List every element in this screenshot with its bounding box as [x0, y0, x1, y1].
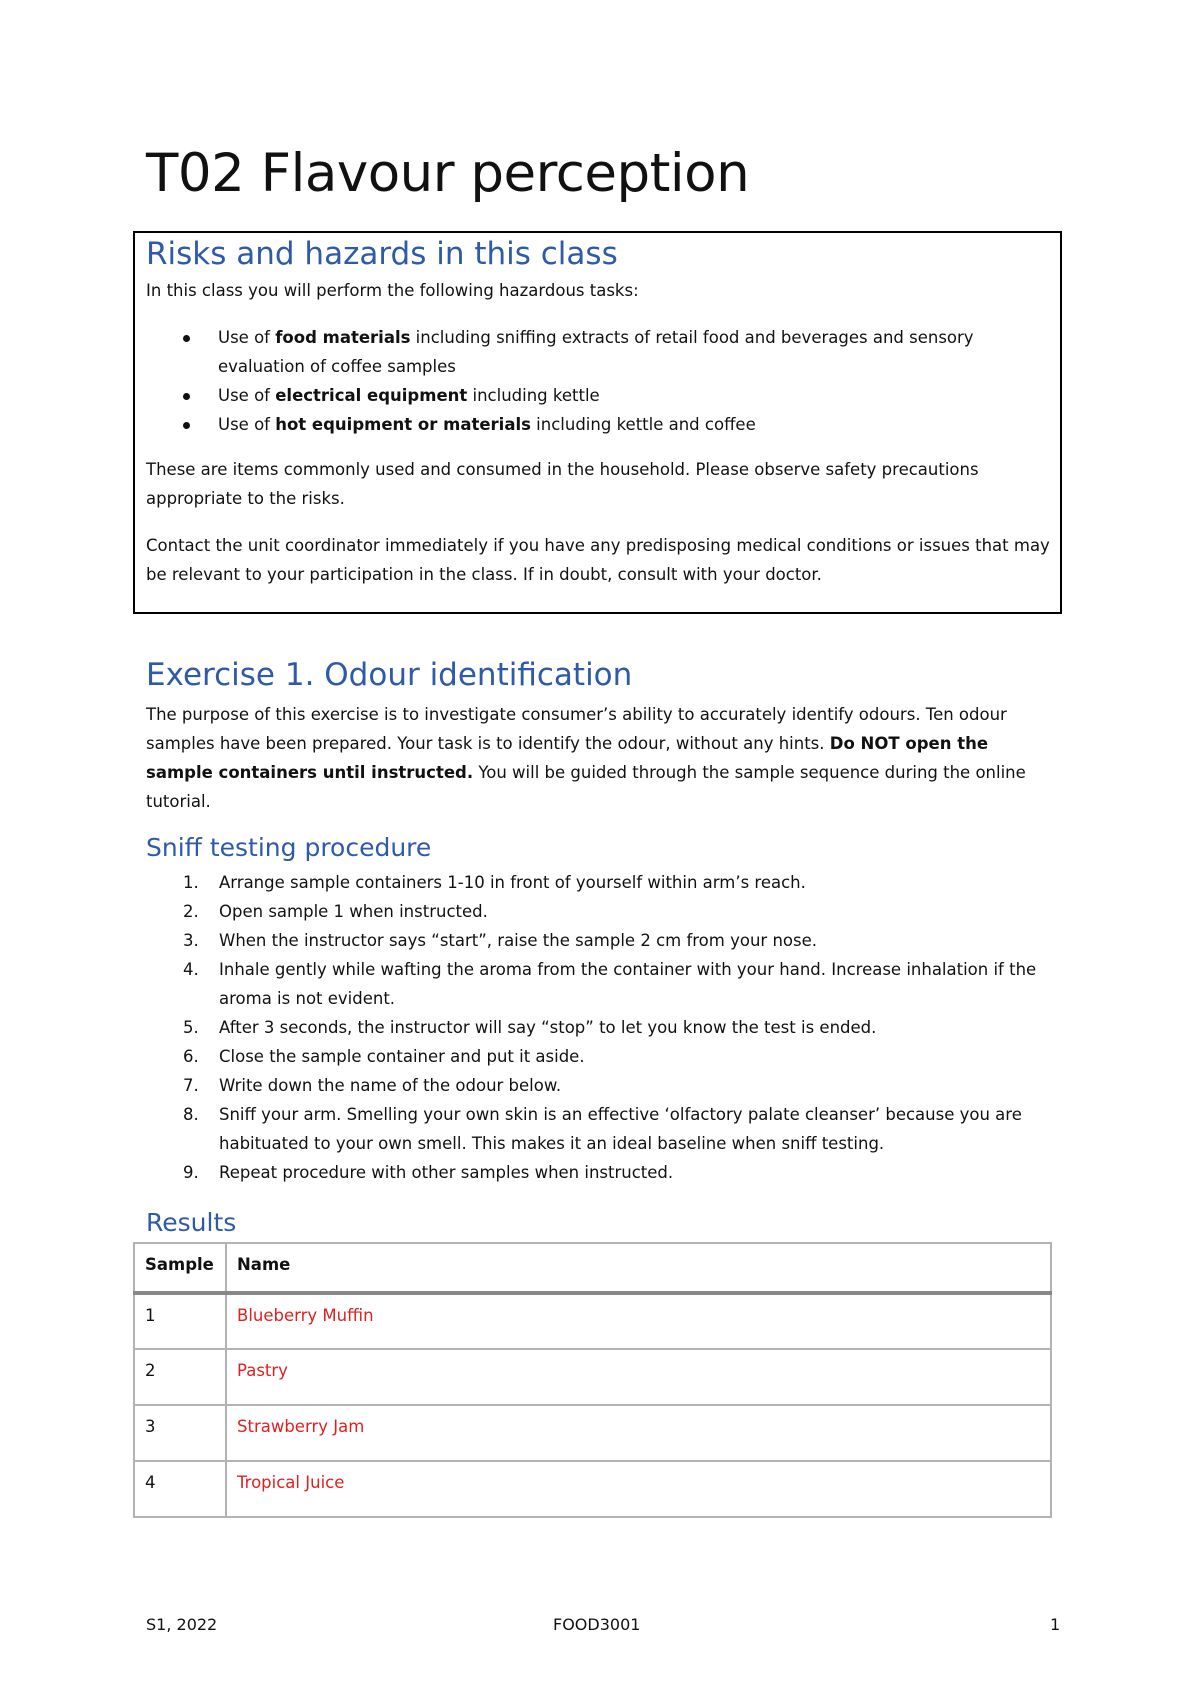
column-header-name: Name	[226, 1243, 1051, 1293]
sample-cell: 4	[134, 1461, 226, 1517]
step-item: 8. Sniff your arm. Smelling your own skin is an effective ‘olfactory palate cleanser’ because you are habituated to your own smell. This makes it an ideal baseline when sniff testing.	[183, 1105, 1022, 1153]
step-item: 6. Close the sample container and put it aside.	[183, 1047, 585, 1066]
name-cell[interactable]: Pastry	[226, 1349, 1051, 1405]
risk-intro: In this class you will perform the following hazardous tasks:	[146, 281, 639, 300]
name-cell[interactable]: Blueberry Muffin	[226, 1293, 1051, 1349]
step-item: 5. After 3 seconds, the instructor will say “stop” to let you know the test is ended.	[183, 1018, 877, 1037]
results-heading: Results	[146, 1208, 237, 1237]
procedure-steps	[146, 868, 1066, 1187]
column-header-sample: Sample	[134, 1243, 226, 1293]
step-item: 2. Open sample 1 when instructed.	[183, 902, 488, 921]
footer-page-number: 1	[1050, 1615, 1061, 1634]
step-item: 3. When the instructor says “start”, raise the sample 2 cm from your nose.	[183, 931, 817, 950]
table-row	[134, 1461, 1051, 1517]
hazard-item: Use of food materials including sniffing extracts of retail food and beverages and sensory evaluation of coffee samples	[146, 323, 1046, 381]
results-table	[133, 1242, 1052, 1518]
name-cell[interactable]: Strawberry Jam	[226, 1405, 1051, 1461]
footer-unit-code: FOOD3001	[553, 1615, 641, 1634]
table-row	[134, 1349, 1051, 1405]
exercise-intro: The purpose of this exercise is to investigate consumer’s ability to accurately identify odours. Ten odour samples have been prepared. Your task is to identify the odour, without any hints. Do NOT open the sample containers until instructed. You will be guided through the sample sequence during the online tutorial.	[146, 705, 1026, 811]
risk-paragraph-safety: These are items commonly used and consumed in the household. Please observe safety precautions appropriate to the risks.	[146, 460, 979, 508]
step-item: 9. Repeat procedure with other samples when instructed.	[183, 1163, 674, 1182]
hazard-list	[146, 323, 1046, 439]
name-cell[interactable]: Tropical Juice	[226, 1461, 1051, 1517]
page-title: T02 Flavour perception	[146, 143, 750, 204]
exercise-heading: Exercise 1. Odour identification	[146, 657, 633, 693]
sample-cell: 1	[134, 1293, 226, 1349]
table-row	[134, 1405, 1051, 1461]
step-item: 1. Arrange sample containers 1-10 in front of yourself within arm’s reach.	[183, 873, 806, 892]
sample-cell: 2	[134, 1349, 226, 1405]
table-row	[134, 1293, 1051, 1349]
sample-cell: 3	[134, 1405, 226, 1461]
table-header-row	[134, 1243, 1051, 1293]
step-item: 7. Write down the name of the odour below.	[183, 1076, 562, 1095]
hazard-item: Use of electrical equipment including kettle	[146, 381, 1046, 410]
procedure-heading: Sniff testing procedure	[146, 833, 432, 862]
risk-paragraph-contact: Contact the unit coordinator immediately if you have any predisposing medical conditions or issues that may be relevant to your participation in the class. If in doubt, consult with your doctor.	[146, 536, 1050, 584]
footer-semester: S1, 2022	[146, 1615, 218, 1634]
step-item: 4. Inhale gently while wafting the aroma from the container with your hand. Increase inhalation if the aroma is not evident.	[183, 960, 1037, 1008]
risk-heading: Risks and hazards in this class	[146, 236, 618, 272]
hazard-item: Use of hot equipment or materials including kettle and coffee	[146, 410, 1046, 439]
